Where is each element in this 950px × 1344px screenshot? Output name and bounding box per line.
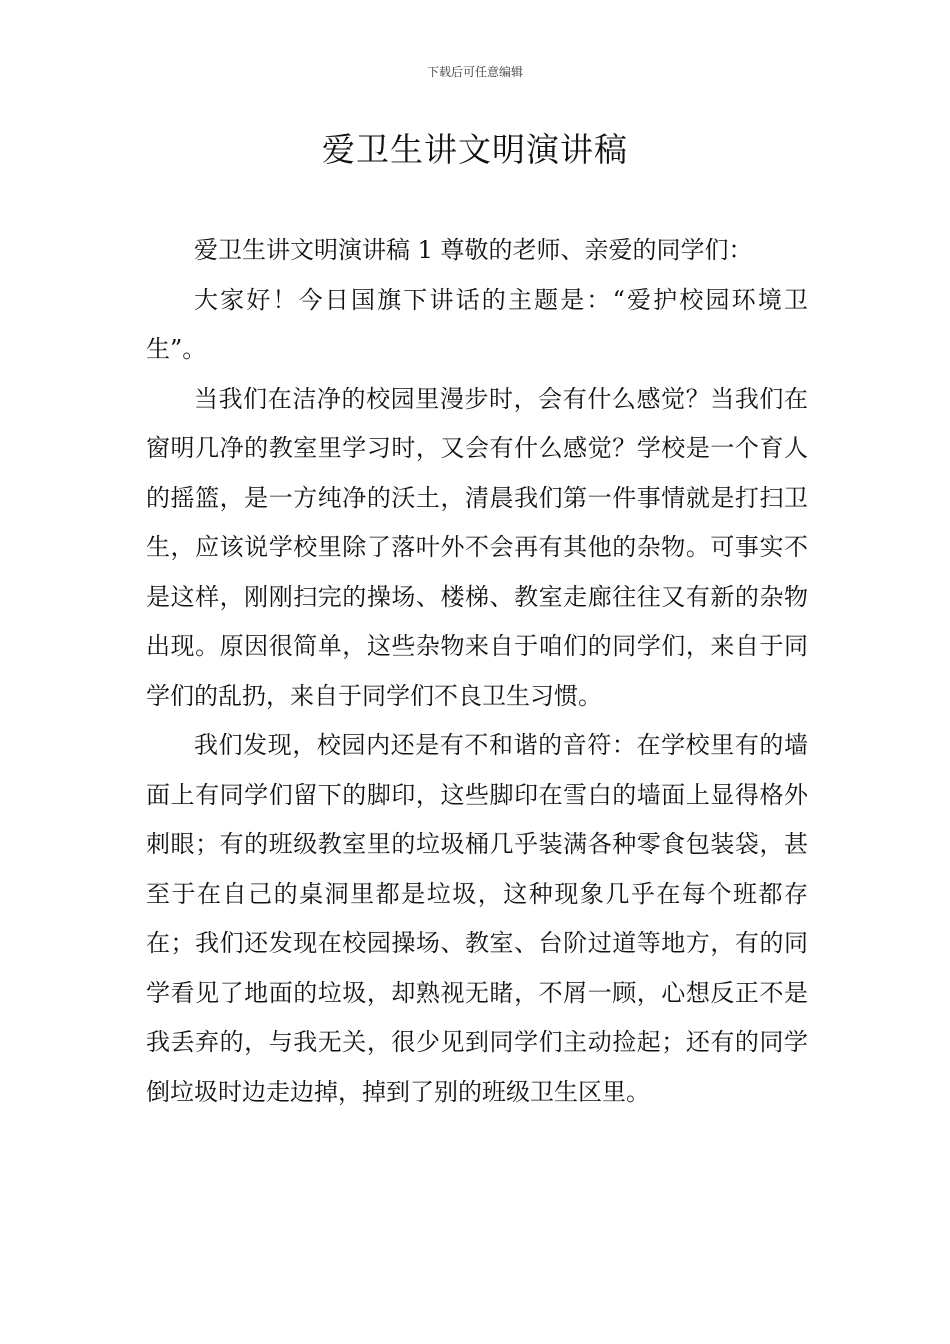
document-body <box>146 226 808 1117</box>
body-paragraph: 我们发现，校园内还是有不和谐的音符：在学校里有的墙面上有同学们留下的脚印，这些脚印在雪白的墙面上显得格外刺眼；有的班级教室里的垃圾桶几乎装满各种零食包装袋，甚至于在自己的桌洞里都是垃圾，这种现象几乎在每个班都存在；我们还发现在校园操场、教室、台阶过道等地方，有的同学看见了地面的垃圾，却熟视无睹，不屑一顾，心想反正不是我丢弃的，与我无关，很少见到同学们主动捡起；还有的同学倒垃圾时边走边掉，掉到了别的班级卫生区里。 <box>146 731 808 1106</box>
document-title: 爱卫生讲文明演讲稿 <box>322 130 628 169</box>
body-paragraph: 爱卫生讲文明演讲稿 1 尊敬的老师、亲爱的同学们： <box>194 236 753 264</box>
body-paragraph: 当我们在洁净的校园里漫步时，会有什么感觉？当我们在窗明几净的教室里学习时，又会有什么感觉？学校是一个育人的摇篮，是一方纯净的沃土，清晨我们第一件事情就是打扫卫生，应该说学校里除了落叶外不会再有其他的杂物。可事实不是这样，刚刚扫完的操场、楼梯、教室走廊往往又有新的杂物出现。原因很简单，这些杂物来自于咱们的同学们，来自于同学们的乱扔，来自于同学们不良卫生习惯。 <box>146 384 808 710</box>
header-note: 下载后可任意编辑 <box>426 65 523 79</box>
body-paragraph: 大家好！今日国旗下讲话的主题是：“爱护校园环境卫生”。 <box>146 285 808 363</box>
